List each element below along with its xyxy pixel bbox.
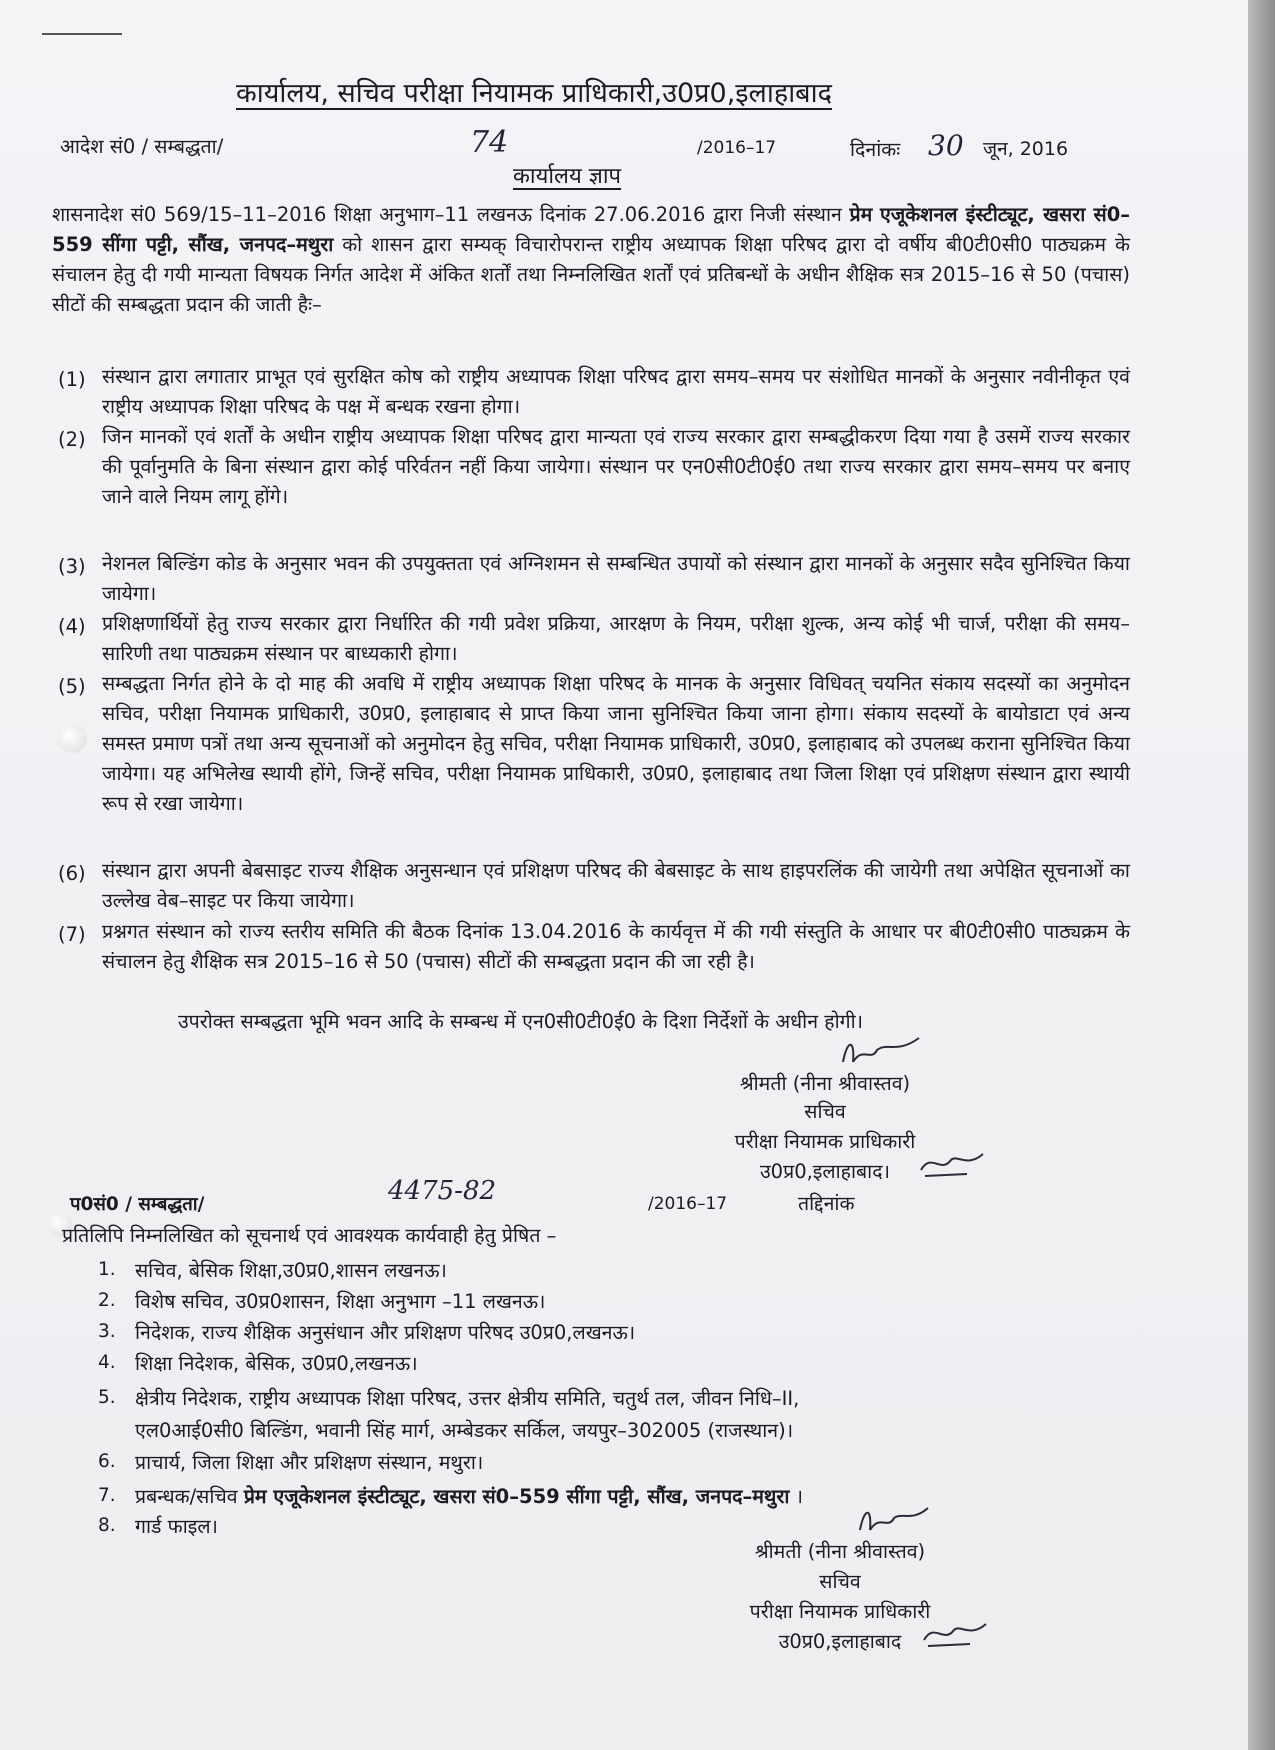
condition-number: (1) (58, 368, 86, 391)
list-item-text: प्रबन्धक/सचिव (135, 1485, 244, 1508)
initials-mark (920, 1616, 990, 1652)
list-item-number: 5. (98, 1387, 116, 1408)
condition-text: नेशनल बिल्डिंग कोड के अनुसार भवन की उपयुक्तता एवं अग्निशमन से सम्बन्धित उपायों को संस्थान द्वारा मानकों के अनुसार सदैव सुनिश्चित किया जायेगा। (102, 552, 1130, 605)
date-label: दिनांकः (850, 138, 901, 161)
condition-number: (4) (58, 615, 86, 638)
condition-number: (2) (58, 428, 86, 451)
signatory-designation: सचिव (819, 1570, 861, 1593)
copy-intro: प्रतिलिपि निम्नलिखित को सूचनार्थ एवं आवश्यक कार्यवाही हेतु प्रेषित – (62, 1224, 557, 1247)
institute-address: एजूकेशनल इंस्टीट्यूट, खसरा सं0–559 सींगा पट्टी, सौंख, जनपद–मथुरा (52, 203, 1131, 256)
condition-text: संस्थान द्वारा लगातार प्राभूत एवं सुरक्षित कोष को राष्ट्रीय अध्यापक शिक्षा परिषद द्वारा समय–समय पर संशोधित मानकों के अनुसार नवीनीकृत एवं राष्ट्रीय अध्यापक शिक्षा परिषद के पक्ष में बन्धक रखना होगा। (102, 365, 1130, 418)
list-item-number: 1. (98, 1259, 116, 1280)
list-item: विशेष सचिव, उ0प्र0शासन, शिक्षा अनुभाग –11 लखनऊ। (135, 1290, 546, 1313)
list-item: गार्ड फाइल। (135, 1515, 218, 1538)
intro-paragraph (52, 200, 1130, 320)
list-item-end: । (789, 1485, 803, 1508)
list-item: निदेशक, राज्य शैक्षिक अनुसंधान और प्रशिक्षण परिषद उ0प्र0,लखनऊ। (135, 1321, 636, 1344)
scan-mark-line (42, 33, 122, 35)
intro-text: शासनादेश सं0 569/15–11–2016 शिक्षा अनुभाग–11 लखनऊ दिनांक 27.06.2016 द्वारा निजी संस्थान (52, 203, 850, 226)
condition-number: (3) (58, 555, 86, 578)
condition-text: प्रश्नगत संस्थान को राज्य स्तरीय समिति की बैठक दिनांक 13.04.2016 के कार्यवृत्त में की गयी संस्तुति के आधार पर बी0टी0सी0 पाठ्यक्रम के संचालन हेतु शैक्षिक सत्र 2015–16 से 50 (पचास) सीटों की सम्बद्धता प्रदान की जा रही है। (102, 920, 1130, 973)
date-month-year: जून, 2016 (983, 138, 1069, 160)
intro-text-cont: को शासन द्वारा सम्यक् विचारोपरान्त राष्ट्रीय अध्यापक शिक्षा परिषद द्वारा दो वर्षीय बी0टी0सी0 पाठ्यक्रम के संचालन हेतु दी गयी मान्यता विषयक निर्गत आदेश में अंकित शर्तों तथा निम्नलिखित शर्तों एवं प्रतिबन्धों के अधीन शैक्षिक सत्र 2015–16 से 50 (पचास) सीटों की सम्बद्धता प्रदान की जाती हैः– (52, 233, 1130, 316)
condition-text: संस्थान द्वारा अपनी बेबसाइट राज्य शैक्षिक अनुसन्धान एवं प्रशिक्षण परिषद की बेबसाइट के साथ हाइपरलिंक की जायेगी तथा अपेक्षित सूचनाओं का उल्लेख वेब–साइट पर किया जायेगा। (102, 859, 1130, 912)
copy-ref-prefix: प0सं0 / सम्बद्धता/ (70, 1194, 205, 1215)
initials-mark (917, 1148, 987, 1182)
signatory-office: परीक्षा नियामक प्राधिकारी (734, 1130, 916, 1153)
order-prefix: आदेश सं0 / सम्बद्धता/ (60, 135, 224, 158)
signatory-place: उ0प्र0,इलाहाबाद (778, 1630, 902, 1653)
handwritten-signature (835, 1032, 925, 1076)
signatory-designation: सचिव (804, 1100, 846, 1123)
date-day: 30 (928, 129, 964, 162)
copy-session: /2016–17 (648, 1194, 728, 1214)
signatory-name: श्रीमती (नीना श्रीवास्तव) (739, 1072, 911, 1095)
list-item: सचिव, बेसिक शिक्षा,उ0प्र0,शासन लखनऊ। (135, 1259, 447, 1282)
institute-name: प्रेम (849, 203, 873, 226)
signatory-office: परीक्षा नियामक प्राधिकारी (749, 1600, 931, 1623)
list-item-number: 4. (98, 1352, 116, 1373)
list-item-number: 3. (98, 1321, 116, 1342)
copy-ref-number: 4475-82 (388, 1176, 497, 1206)
list-item (135, 1482, 803, 1509)
copy-date: तद्दिनांक (798, 1192, 855, 1215)
order-number: 74 (470, 125, 509, 160)
condition-number: (7) (58, 923, 86, 946)
condition-text: प्रशिक्षणार्थियों हेतु राज्य सरकार द्वारा निर्धारित की गयी प्रवेश प्रक्रिया, आरक्षण के नियम, परीक्षा शुल्क, अन्य कोई भी चार्ज, परीक्षा की समय–सारिणी तथा पाठ्यक्रम संस्थान पर बाध्यकारी होगा। (102, 612, 1130, 665)
list-item: प्राचार्य, जिला शिक्षा और प्रशिक्षण संस्थान, मथुरा। (135, 1451, 484, 1474)
list-item-number: 8. (98, 1515, 116, 1536)
signatory-place: उ0प्र0,इलाहाबाद। (760, 1160, 890, 1183)
signatory-name: श्रीमती (नीना श्रीवास्तव) (754, 1540, 926, 1563)
condition-text: सम्बद्धता निर्गत होने के दो माह की अवधि में राष्ट्रीय अध्यापक शिक्षा परिषद के मानक के अनुसार विधिवत् चयनित संकाय सदस्यों का अनुमोदन सचिव, परीक्षा नियामक प्राधिकारी, उ0प्र0, इलाहाबाद से प्राप्त किया जाना सुनिश्चित किया जाना होगा। संकाय सदस्यों के बायोडाटा एवं अन्य समस्त प्रमाण पत्रों तथा अन्य सूचनाओं को अनुमोदन हेतु सचिव, परीक्षा नियामक प्राधिकारी, उ0प्र0, इलाहाबाद को उपलब्ध कराना सुनिश्चित किया जायेगा। यह अभिलेख स्थायी होंगे, जिन्हें सचिव, परीक्षा नियामक प्राधिकारी, उ0प्र0, इलाहाबाद तथा जिला शिक्षा एवं प्रशिक्षण संस्थान द्वारा स्थायी रूप से रखा जायेगा। (102, 672, 1130, 815)
list-item: क्षेत्रीय निदेशक, राष्ट्रीय अध्यापक शिक्षा परिषद, उत्तर क्षेत्रीय समिति, चतुर्थ तल, जीवन निधि–II, (135, 1387, 800, 1410)
list-item-number: 6. (98, 1451, 116, 1472)
memo-title: कार्यालय ज्ञाप (513, 164, 622, 189)
list-item: शिक्षा निदेशक, बेसिक, उ0प्र0,लखनऊ। (135, 1352, 418, 1375)
institute-address: प्रेम एजूकेशनल इंस्टीट्यूट, खसरा सं0–559 सींगा पट्टी, सौंख, जनपद–मथुरा (243, 1485, 790, 1508)
condition-text: जिन मानकों एवं शर्तों के अधीन राष्ट्रीय अध्यापक शिक्षा परिषद द्वारा मान्यता एवं राज्य सरकार द्वारा सम्बद्धीकरण दिया गया है उसमें राज्य सरकार की पूर्वानुमति के बिना संस्थान द्वारा कोई परिर्वतन नहीं किया जायेगा। संस्थान पर एन0सी0टी0ई0 तथा राज्य सरकार द्वारा समय–समय पर बनाए जाने वाले नियम लागू होंगे। (102, 425, 1130, 508)
list-item-cont: एल0आई0सी0 बिल्डिंग, भवानी सिंह मार्ग, अम्बेडकर सर्किल, जयपुर–302005 (राजस्थान)। (135, 1419, 794, 1442)
condition-number: (6) (58, 862, 86, 885)
list-item-number: 2. (98, 1290, 116, 1311)
list-item-number: 7. (98, 1485, 116, 1506)
closing-statement: उपरोक्त सम्बद्धता भूमि भवन आदि के सम्बन्ध में एन0सी0टी0ई0 के दिशा निर्देशों के अधीन होगी। (178, 1010, 864, 1033)
scan-edge (1248, 0, 1275, 1750)
handwritten-signature (852, 1500, 932, 1544)
order-session: /2016–17 (697, 138, 777, 158)
office-heading: कार्यालय, सचिव परीक्षा नियामक प्राधिकारी,उ0प्र0,इलाहाबाद (236, 78, 832, 109)
punch-hole (57, 723, 87, 753)
condition-number: (5) (58, 675, 86, 698)
